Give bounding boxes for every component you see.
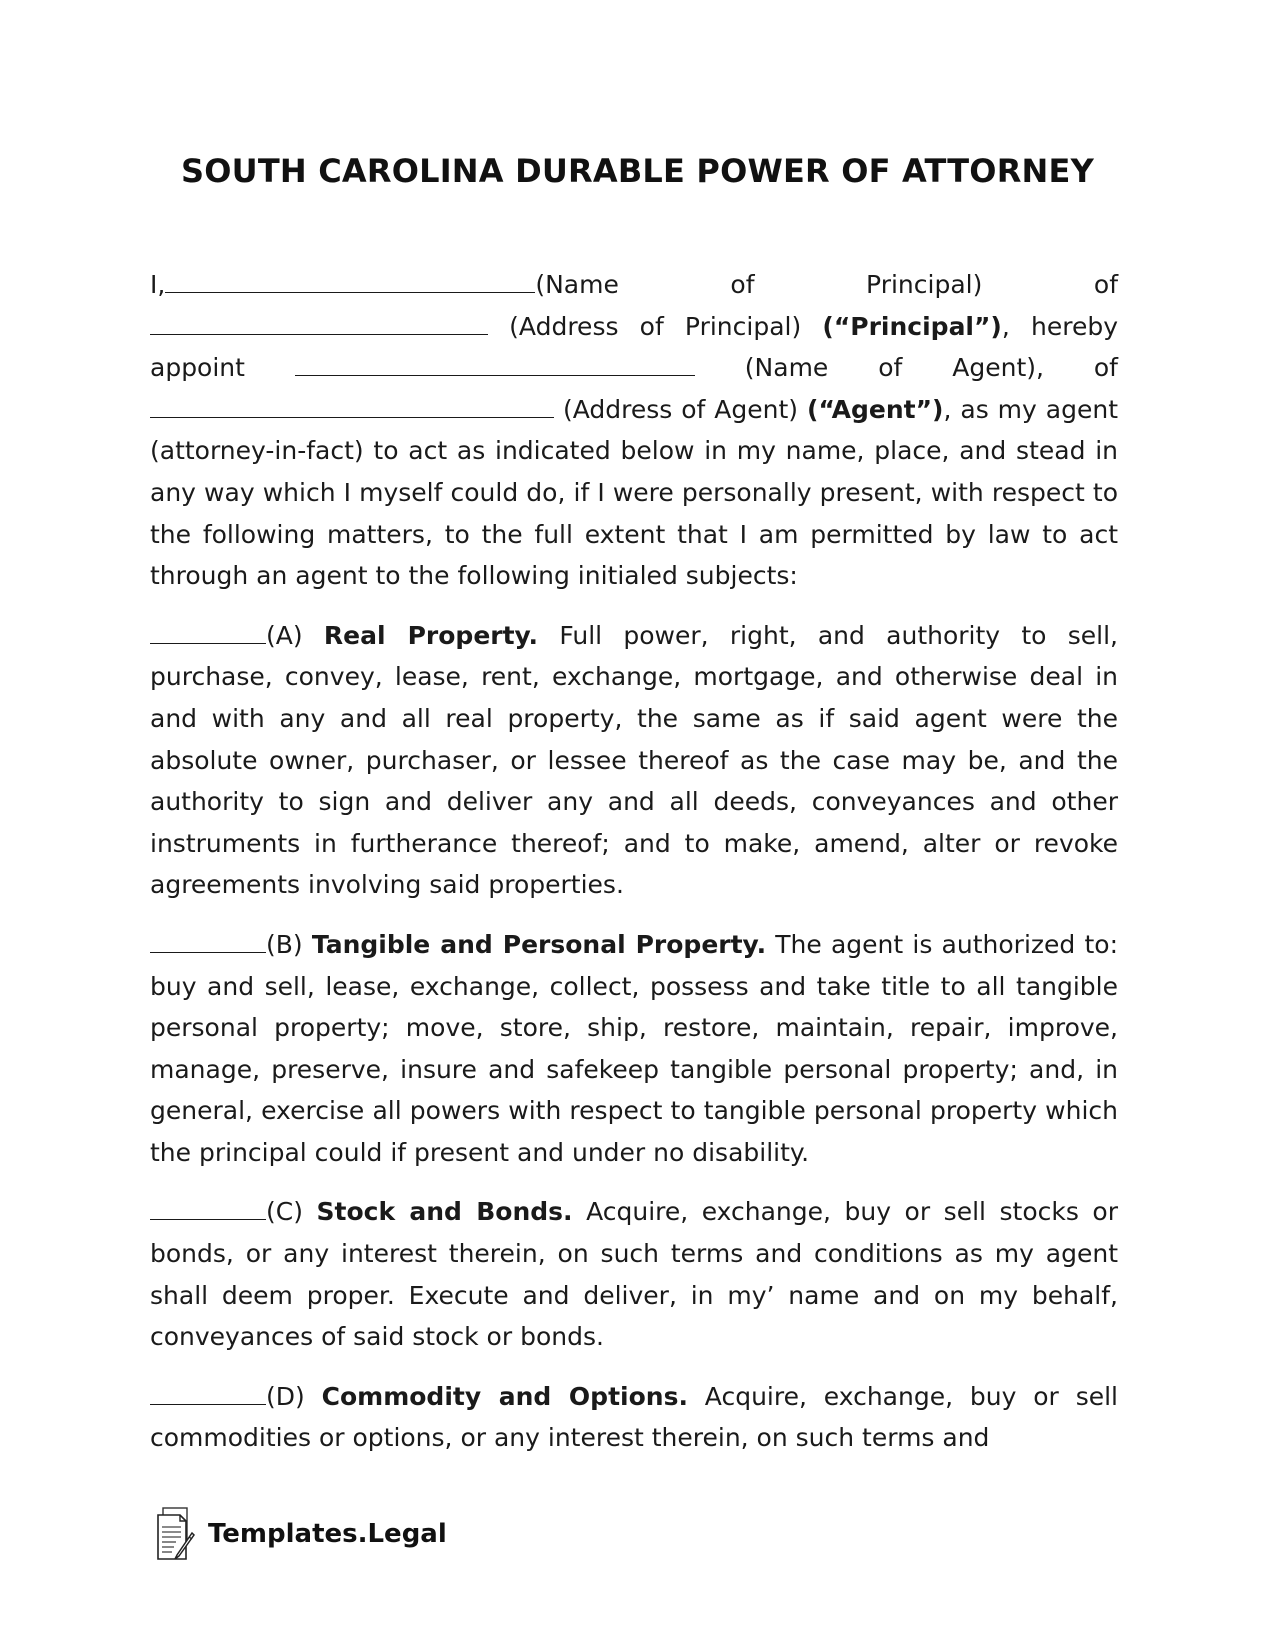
- intro-lead: I,: [150, 270, 166, 299]
- section-c-marker: (C): [266, 1197, 317, 1227]
- document-body: [150, 264, 1118, 1477]
- section-a-marker: (A): [266, 620, 324, 650]
- section-b-text: The agent is authorized to: buy and sell, lease, exchange, collect, possess and take title to all tangible personal property; move, store, ship, restore, maintain, repair, improve, manage, preserve, insure and safekeep tangible personal property; and, in general, exercise all powers with respect to tangible personal property which the principal could if present and under no disability.: [150, 929, 1118, 1167]
- section-b-marker: (B): [266, 929, 312, 959]
- section-c-text: Acquire, exchange, buy or sell stocks or bonds, or any interest therein, on such terms and conditions as my agent shall deem proper. Execute and deliver, in my’ name and on my behalf, conveyances of said stock or bonds.: [150, 1197, 1118, 1352]
- agent-address-label: (Address of Agent): [554, 394, 808, 424]
- principal-address-blank[interactable]: [150, 308, 488, 335]
- section-b: [150, 924, 1118, 1174]
- principal-address-label: (Address of Principal): [488, 311, 823, 341]
- document-pen-icon: [152, 1505, 196, 1563]
- intro-paragraph: [150, 264, 1118, 597]
- section-b-initial-blank[interactable]: [150, 926, 266, 953]
- section-a-initial-blank[interactable]: [150, 617, 266, 644]
- agent-name-blank[interactable]: [295, 349, 695, 376]
- section-a: [150, 615, 1118, 906]
- section-c: [150, 1191, 1118, 1357]
- section-d: [150, 1376, 1118, 1459]
- intro-closing: , as my agent (attorney-in-fact) to act as indicated below in my name, place, and stead in any way which I myself could do, if I were personally present, with respect to the following matters, to the full extent that I am permitted by law to act through an agent to the following initialed subjects:: [150, 394, 1119, 591]
- footer-brand: [152, 1502, 447, 1566]
- section-a-text: Full power, right, and authority to sell, purchase, convey, lease, rent, exchange, mortgage, and otherwise deal in and with any and all real property, the same as if said agent were the absolute owner, purchaser, or lessee thereof as the case may be, and the authority to sign and deliver any and all deeds, conveyances and other instruments in furtherance thereof; and to make, amend, alter or revoke agreements involving said properties.: [150, 620, 1119, 900]
- section-d-text: Acquire, exchange, buy or sell commodities or options, or any interest therein, on such terms and: [150, 1381, 1118, 1453]
- principal-name-blank[interactable]: [165, 266, 535, 293]
- agent-address-blank[interactable]: [150, 391, 554, 418]
- agent-term: (“Agent”): [807, 394, 944, 424]
- brand-name: Templates.Legal: [208, 1519, 447, 1549]
- principal-name-label: (Name of Principal) of: [535, 270, 1118, 299]
- hereby-appoint-text: , hereby appoint: [150, 311, 1118, 383]
- page-title: SOUTH CAROLINA DURABLE POWER OF ATTORNEY: [181, 152, 1094, 190]
- principal-term: (“Principal”): [822, 311, 1002, 341]
- section-c-initial-blank[interactable]: [150, 1193, 266, 1220]
- section-b-heading: Tangible and Personal Property.: [311, 929, 767, 959]
- section-d-heading: Commodity and Options.: [321, 1381, 688, 1411]
- section-d-marker: (D): [266, 1381, 322, 1411]
- section-c-heading: Stock and Bonds.: [316, 1197, 573, 1227]
- section-a-heading: Real Property.: [323, 620, 539, 650]
- agent-name-label: (Name of Agent), of: [694, 353, 1118, 383]
- section-d-initial-blank[interactable]: [150, 1378, 266, 1405]
